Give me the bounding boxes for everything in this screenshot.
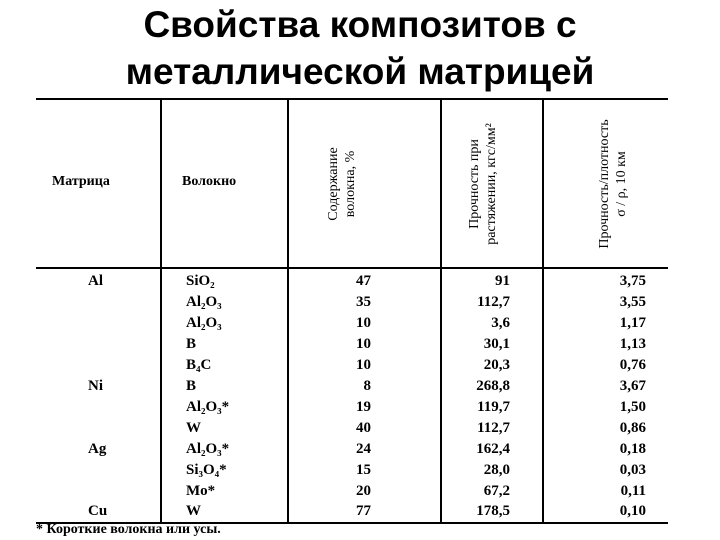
- table-row: [36, 439, 668, 460]
- cell-fiber: Si₃O₄*: [186, 462, 227, 478]
- table-row: [36, 271, 668, 292]
- cell-content: 19: [356, 399, 371, 415]
- header-fiber: Волокно: [182, 174, 237, 189]
- header-content-line-1: Содержание: [326, 147, 341, 221]
- table-row: [36, 460, 668, 481]
- cell-matrix: [88, 334, 128, 355]
- cell-matrix: [88, 481, 128, 502]
- cell-matrix: Ag: [88, 441, 107, 457]
- cell-matrix: [88, 313, 128, 334]
- header-strength-line-2: растяжении, кгс/мм²: [484, 123, 499, 245]
- cell-fiber: SiO₂: [186, 273, 215, 289]
- cell-strength: 67,2: [483, 483, 510, 499]
- table-row: [36, 397, 668, 418]
- table-row: [36, 355, 668, 376]
- cell-fiber: W: [186, 503, 201, 519]
- header-matrix: Матрица: [52, 174, 110, 189]
- cell-ratio: 0,11: [620, 483, 646, 499]
- header-content: [325, 109, 365, 259]
- cell-content: 24: [356, 441, 371, 457]
- cell-strength: 91: [495, 273, 510, 289]
- table-footnote: * Короткие волокна или усы.: [36, 522, 221, 537]
- cell-matrix: Ni: [88, 378, 103, 394]
- cell-ratio: 3,75: [619, 273, 646, 289]
- cell-matrix: [88, 292, 128, 313]
- cell-strength: 30,1: [483, 336, 510, 352]
- cell-content: 20: [356, 483, 371, 499]
- table-row: [36, 481, 668, 502]
- slide-title-line-1: Свойства композитов с: [143, 4, 577, 45]
- cell-strength: 112,7: [477, 294, 510, 310]
- cell-fiber: Al₂O₃: [186, 315, 222, 331]
- cell-ratio: 0,03: [619, 462, 646, 478]
- table-row: [36, 292, 668, 313]
- cell-strength: 28,0: [483, 462, 510, 478]
- header-ratio-line-1: Прочность/плотность: [597, 119, 612, 249]
- cell-fiber: Al₂O₃*: [186, 441, 230, 457]
- header-strength: [466, 104, 506, 264]
- cell-fiber: Al₂O₃*: [186, 399, 230, 415]
- cell-content: 10: [356, 357, 371, 373]
- cell-matrix: Cu: [88, 503, 108, 519]
- cell-ratio: 3,67: [619, 378, 646, 394]
- cell-ratio: 1,50: [619, 399, 646, 415]
- table-top-rule: [36, 98, 668, 100]
- cell-content: 35: [356, 294, 371, 310]
- cell-ratio: 0,86: [619, 420, 646, 436]
- slide-title-line-2: металлической матрицей: [125, 51, 595, 92]
- composites-table: [36, 98, 668, 530]
- cell-strength: 3,6: [491, 315, 510, 331]
- cell-strength: 112,7: [477, 420, 510, 436]
- table-row: [36, 418, 668, 439]
- table-header-rule: [36, 267, 668, 269]
- header-ratio-line-2: σ / ρ, 10 км: [614, 151, 629, 217]
- cell-content: 47: [356, 273, 371, 289]
- table-row: [36, 501, 668, 522]
- cell-fiber: Al₂O₃: [186, 294, 222, 310]
- header-content-line-2: волокна, %: [343, 150, 358, 218]
- header-strength-line-1: Прочность при: [467, 139, 482, 229]
- cell-content: 10: [356, 336, 371, 352]
- cell-fiber: W: [186, 420, 201, 436]
- cell-ratio: 1,17: [619, 315, 646, 331]
- header-ratio: [596, 104, 636, 264]
- table-row: [36, 313, 668, 334]
- cell-strength: 119,7: [477, 399, 510, 415]
- cell-fiber: B: [186, 378, 197, 394]
- cell-fiber: B: [186, 336, 197, 352]
- cell-strength: 178,5: [476, 503, 510, 519]
- table-row: [36, 376, 668, 397]
- cell-content: 15: [356, 462, 371, 478]
- cell-matrix: [88, 418, 128, 439]
- cell-matrix: [88, 460, 128, 481]
- cell-ratio: 3,55: [619, 294, 646, 310]
- cell-matrix: Al: [88, 273, 103, 289]
- cell-content: 10: [356, 315, 371, 331]
- cell-matrix: [88, 397, 128, 418]
- cell-ratio: 0,10: [619, 503, 646, 519]
- cell-content: 77: [356, 503, 371, 519]
- cell-content: 40: [356, 420, 371, 436]
- cell-ratio: 1,13: [619, 336, 646, 352]
- cell-matrix: [88, 355, 128, 376]
- cell-ratio: 0,76: [619, 357, 646, 373]
- cell-fiber: Mo*: [186, 483, 216, 499]
- cell-strength: 20,3: [483, 357, 510, 373]
- cell-strength: 162,4: [476, 441, 510, 457]
- cell-content: 8: [363, 378, 371, 394]
- cell-fiber: B₄C: [186, 357, 212, 373]
- cell-strength: 268,8: [476, 378, 510, 394]
- table-row: [36, 334, 668, 355]
- cell-ratio: 0,18: [619, 441, 646, 457]
